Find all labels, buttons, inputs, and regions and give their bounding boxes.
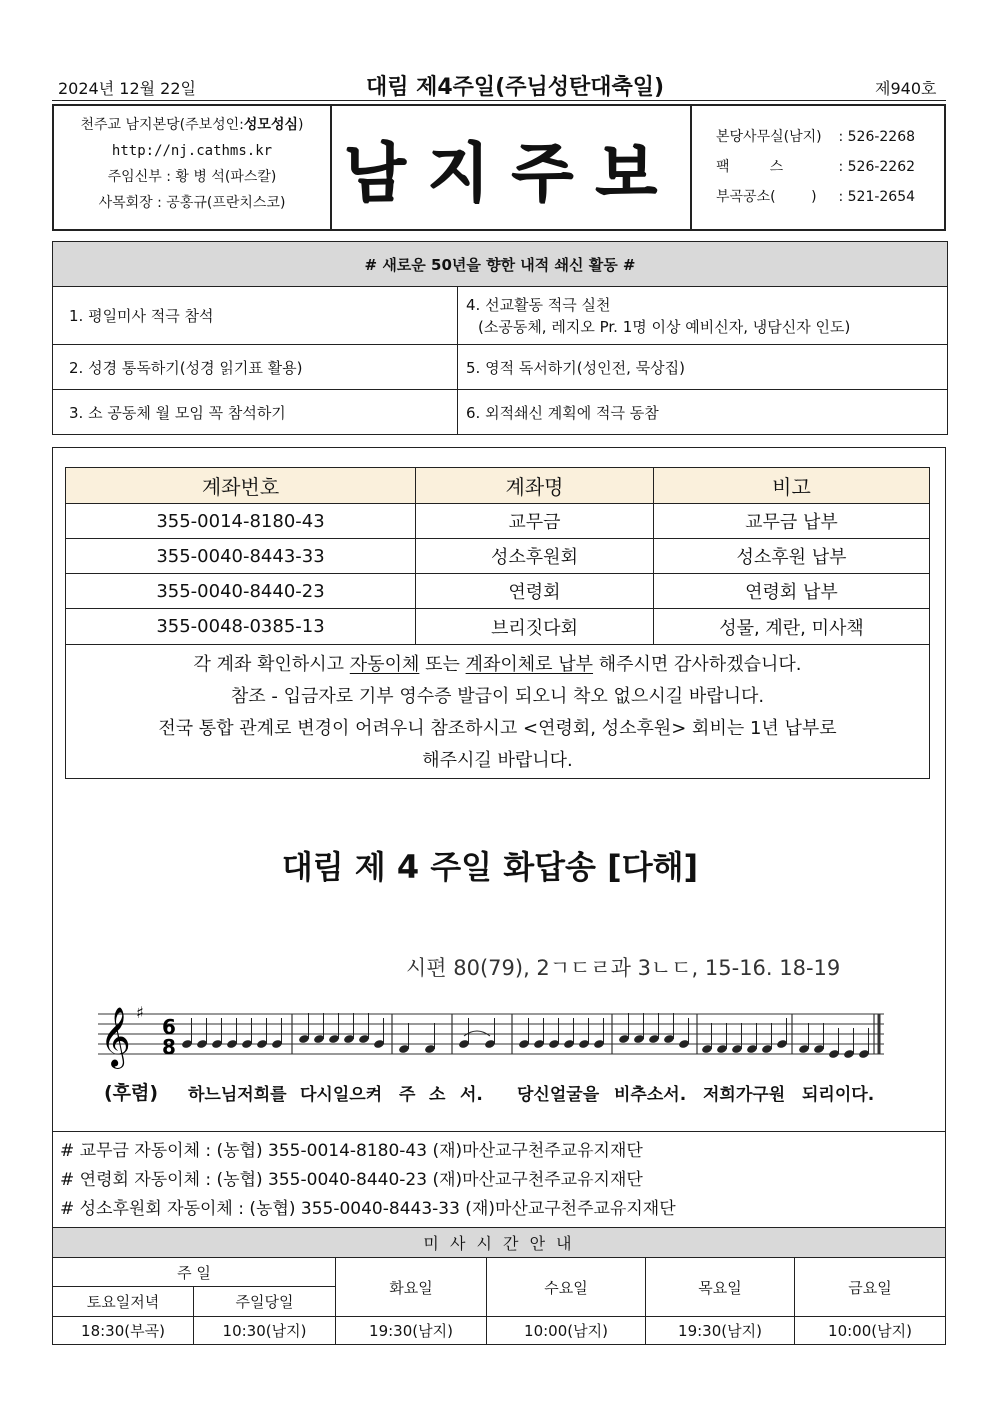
transfer-line: # 연령회 자동이체 : (농협) 355-0040-8440-23 (재)마산교구천주교유지재단 (60, 1170, 643, 1190)
psalm-title: 대림 제 4 주일 화답송 [다해] (281, 848, 699, 886)
account-name: 브리짓다회 (415, 608, 654, 645)
header-rule (52, 100, 946, 101)
transfer-line: # 성소후원회 자동이체 : (농협) 355-0040-8443-33 (재)마산교구천주교유지재단 (60, 1199, 676, 1219)
renewal-item-text: 3. 소 공동체 월 모임 꼭 참석하기 (69, 403, 286, 422)
mass-time-wednesday: 10:00(남지) (486, 1316, 646, 1345)
music-staff (92, 996, 892, 1076)
notice-text: 또는 (419, 654, 466, 675)
lyric-word: 비추소서. (614, 1085, 687, 1105)
account-header-number: 계좌번호 (65, 467, 416, 504)
lyric-word: 하느님저희를 (188, 1085, 287, 1105)
lyric-word: 서. (460, 1085, 483, 1105)
key-signature-sharp-icon: ♯ (136, 1003, 144, 1022)
mass-sunday-day: 주일당일 (193, 1286, 336, 1317)
mass-time-friday: 10:00(남지) (794, 1316, 946, 1345)
mass-time-tuesday: 19:30(남지) (335, 1316, 487, 1345)
mass-saturday-evening: 토요일저녁 (52, 1286, 194, 1317)
contact-mission (716, 182, 936, 212)
contact-value: 521-2654 (847, 189, 916, 205)
contact-office (716, 122, 936, 152)
contact-fax (716, 152, 936, 182)
mass-time-sunday: 10:30(남지) (193, 1316, 336, 1345)
account-name: 교무금 (415, 503, 654, 539)
transfer-divider (52, 1131, 946, 1132)
account-note: 성소후원 납부 (653, 538, 930, 574)
contact-label: 팩 스 (716, 159, 784, 175)
mass-friday: 금요일 (794, 1257, 946, 1317)
time-signature-top: 6 (162, 1015, 176, 1039)
notice-line-1 (66, 649, 929, 681)
account-number: 355-0040-8440-23 (65, 573, 416, 609)
renewal-item-text: 5. 영적 독서하기(성인전, 묵상집) (466, 358, 685, 377)
notice-line-4: 해주시길 바랍니다. (422, 750, 573, 771)
renewal-item-5 (457, 344, 948, 390)
account-header-name: 계좌명 (415, 467, 654, 504)
pastor-name: 주임신부 : 황 병 석(파스칼) (107, 169, 277, 185)
account-number: 355-0040-8443-33 (65, 538, 416, 574)
parish-name: 천주교 남지본당 (80, 117, 180, 133)
contact-value: 526-2262 (847, 159, 916, 175)
mass-thursday: 목요일 (645, 1257, 795, 1317)
renewal-item-6 (457, 389, 948, 435)
refrain-lyrics (104, 1078, 904, 1108)
contact-sep: : (834, 189, 848, 205)
mass-sunday: 주 일 (52, 1257, 336, 1287)
issue-number: 제940호 (875, 79, 937, 98)
lyric-word: 소 (429, 1085, 446, 1105)
renewal-title: # 새로운 50년을 향한 내적 쇄신 활동 # (52, 241, 948, 287)
mass-wednesday: 수요일 (486, 1257, 646, 1317)
lyric-word: 되리이다. (802, 1085, 875, 1105)
lyric-word: 다시일으켜 (300, 1085, 383, 1105)
renewal-item-subtext: (소공동체, 레지오 Pr. 1명 이상 예비신자, 냉담신자 인도) (478, 318, 851, 336)
account-number: 355-0014-8180-43 (65, 503, 416, 539)
renewal-item-1 (52, 286, 458, 345)
account-name: 연령회 (415, 573, 654, 609)
renewal-item-text: 2. 성경 통독하기(성경 읽기표 활용) (69, 358, 303, 377)
bulletin-logo: 남지주보 (343, 136, 679, 211)
issue-date: 2024년 12월 22일 (58, 79, 196, 98)
contact-label: 본당사무실(남지) (716, 129, 822, 145)
masthead-divider-right (690, 104, 692, 231)
lyric-word: 저희가구원 (703, 1085, 786, 1105)
account-notice (65, 644, 930, 779)
notice-line-3: 전국 통합 관계로 변경이 어려우니 참조하시고 <연령회, 성소후원> 회비는 1년 납부로 (158, 718, 837, 739)
council-president: 사목회장 : 공홍규(프란치스코) (98, 195, 286, 211)
account-name: 성소후원회 (415, 538, 654, 574)
notice-autotransfer: 자동이체 (349, 654, 420, 675)
mass-time-thursday: 19:30(남지) (645, 1316, 795, 1345)
notice-banktransfer: 계좌이체로 납부 (465, 654, 594, 675)
renewal-item-2 (52, 344, 458, 390)
transfer-line: # 교무금 자동이체 : (농협) 355-0014-8180-43 (재)마산교구천주교유지재단 (60, 1141, 643, 1161)
contact-label: 부곡공소( ) (716, 189, 817, 205)
issue-title: 대림 제4주일(주님성탄대축일) (365, 75, 665, 100)
account-note: 성물, 계란, 미사책 (653, 608, 930, 645)
patron-name: 성모성심 (243, 117, 299, 133)
contact-sep: : (834, 129, 848, 145)
parish-name-line (56, 112, 328, 138)
contact-value: 526-2268 (847, 129, 916, 145)
renewal-item-text: 6. 외적쇄신 계획에 적극 동참 (466, 403, 659, 422)
renewal-item-text: 4. 선교활동 적극 실천 (466, 296, 611, 314)
mass-time-saturday: 18:30(부곡) (52, 1316, 194, 1345)
lyric-word: 주 (399, 1085, 416, 1105)
renewal-item-4 (457, 286, 948, 345)
mass-title: 미 사 시 간 안 내 (52, 1227, 946, 1258)
notice-line-2: 참조 - 입금자로 기부 영수증 발급이 되오니 착오 없으시길 바랍니다. (230, 686, 765, 707)
masthead-divider-left (330, 104, 332, 231)
notice-text: 해주시면 감사하겠습니다. (593, 654, 802, 675)
account-number: 355-0048-0385-13 (65, 608, 416, 645)
patron-prefix: (주보성인: (179, 117, 244, 133)
notice-text: 각 계좌 확인하시고 (193, 654, 350, 675)
refrain-label: (후렴) (104, 1082, 159, 1104)
parish-url[interactable]: http://nj.cathms.kr (111, 143, 273, 159)
renewal-item-text: 1. 평일미사 적극 참석 (69, 307, 214, 325)
contact-sep: : (834, 159, 848, 175)
contact-list (716, 122, 936, 212)
account-header-note: 비고 (653, 467, 930, 504)
melody-notes (181, 1013, 870, 1059)
account-note: 연령회 납부 (653, 573, 930, 609)
transfer-list (60, 1137, 676, 1224)
treble-clef-icon: 𝄞 (100, 1007, 131, 1067)
psalm-reference: 시편 80(79), 2ㄱㄷㄹ과 3ㄴㄷ, 15-16. 18-19 (406, 956, 841, 980)
time-signature-bottom: 8 (162, 1035, 176, 1059)
patron-suffix: ) (298, 117, 304, 133)
account-note: 교무금 납부 (653, 503, 930, 539)
mass-tuesday: 화요일 (335, 1257, 487, 1317)
lyric-word: 당신얼굴을 (517, 1085, 600, 1105)
renewal-item-3 (52, 389, 458, 435)
parish-info (56, 112, 328, 216)
